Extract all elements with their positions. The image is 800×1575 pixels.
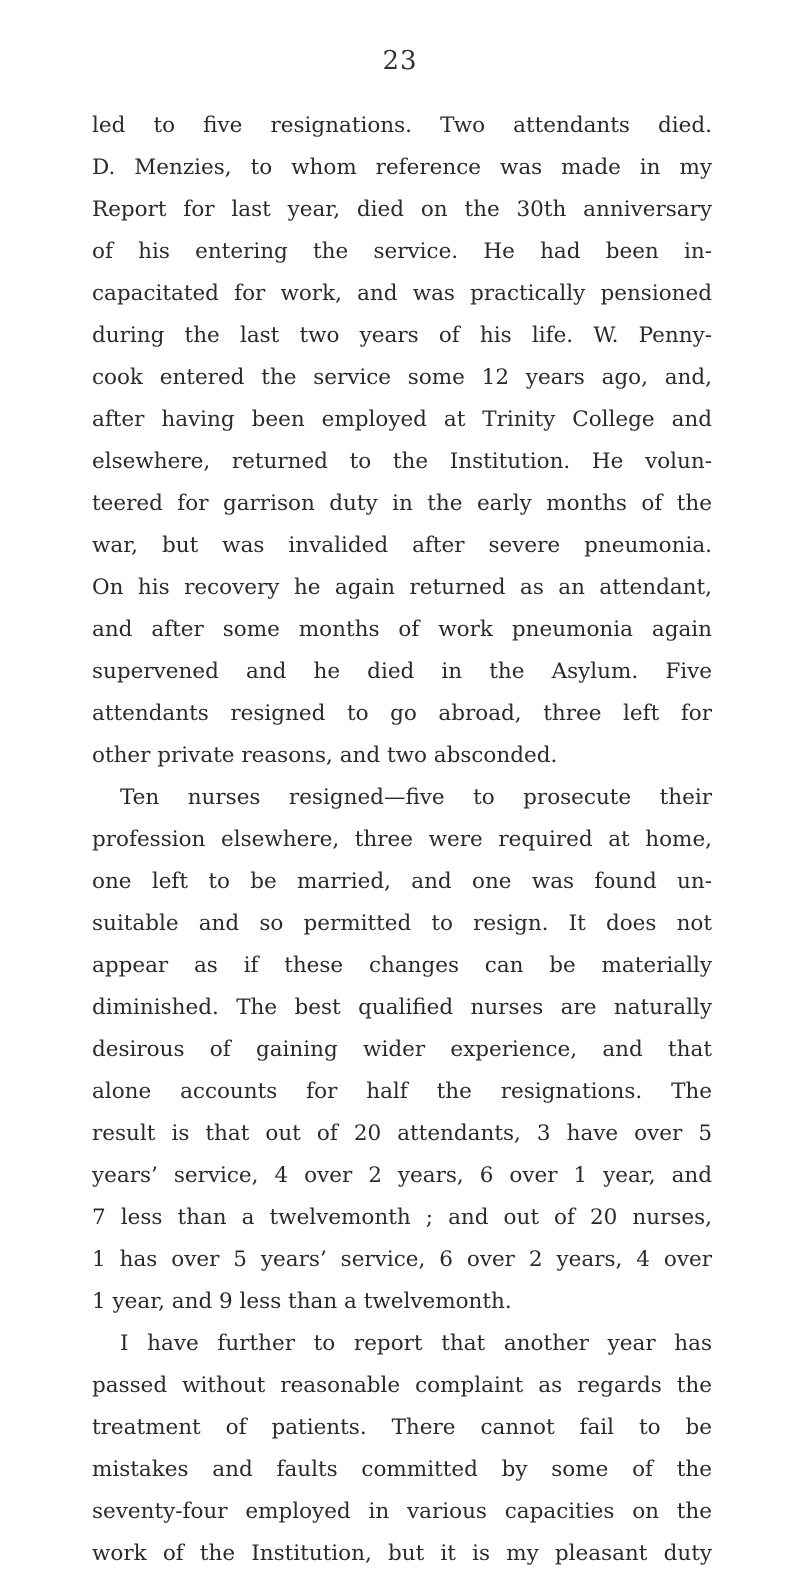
text-line: other private reasons, and two absconded. [92,743,558,768]
text-line: cook entered the service some 12 years ago, and, [92,365,712,390]
text-line: during the last two years of his life. W. Penny- [92,323,712,348]
text-line: attendants resigned to go abroad, three left for [92,701,712,726]
text-line: 1 has over 5 years’ service, 6 over 2 years, 4 over [92,1247,712,1272]
paragraph-start-line: I have further to report that another year has [120,1331,712,1356]
text-line: led to five resignations. Two attendants died. [92,113,712,138]
text-line: of his entering the service. He had been in- [92,239,712,264]
text-line: work of the Institution, but it is my pleasant duty [92,1541,712,1566]
text-line: war, but was invalided after severe pneumonia. [92,533,712,558]
text-line: appear as if these changes can be materially [92,953,712,978]
text-line: 1 year, and 9 less than a twelvemonth. [92,1289,512,1314]
text-line: years’ service, 4 over 2 years, 6 over 1 year, and [92,1163,712,1188]
text-line: elsewhere, returned to the Institution. He volun- [92,449,712,474]
text-line: and after some months of work pneumonia again [92,617,712,642]
text-line: one left to be married, and one was found un- [92,869,712,894]
text-line: after having been employed at Trinity College and [92,407,712,432]
text-line: D. Menzies, to whom reference was made in my [92,155,712,180]
text-line: seventy-four employed in various capacities on the [92,1499,712,1524]
text-line: alone accounts for half the resignations. The [92,1079,712,1104]
text-line: suitable and so permitted to resign. It does not [92,911,712,936]
text-line: mistakes and faults committed by some of the [92,1457,712,1482]
text-line: desirous of gaining wider experience, and that [92,1037,712,1062]
text-line: Report for last year, died on the 30th anniversary [92,197,712,222]
body-text [92,105,712,1575]
text-line: 7 less than a twelvemonth ; and out of 20 nurses, [92,1205,712,1230]
text-line: capacitated for work, and was practically pensioned [92,281,712,306]
text-line: teered for garrison duty in the early months of the [92,491,712,516]
text-line: diminished. The best qualified nurses are naturally [92,995,712,1020]
page-number: 23 [382,46,418,76]
text-line: treatment of patients. There cannot fail to be [92,1415,712,1440]
text-line: passed without reasonable complaint as regards the [92,1373,712,1398]
text-line: On his recovery he again returned as an attendant, [92,575,712,600]
paragraph-start-line: Ten nurses resigned—five to prosecute their [120,785,712,810]
text-line: profession elsewhere, three were required at home, [92,827,712,852]
text-line: supervened and he died in the Asylum. Five [92,659,712,684]
text-line: result is that out of 20 attendants, 3 have over 5 [92,1121,712,1146]
